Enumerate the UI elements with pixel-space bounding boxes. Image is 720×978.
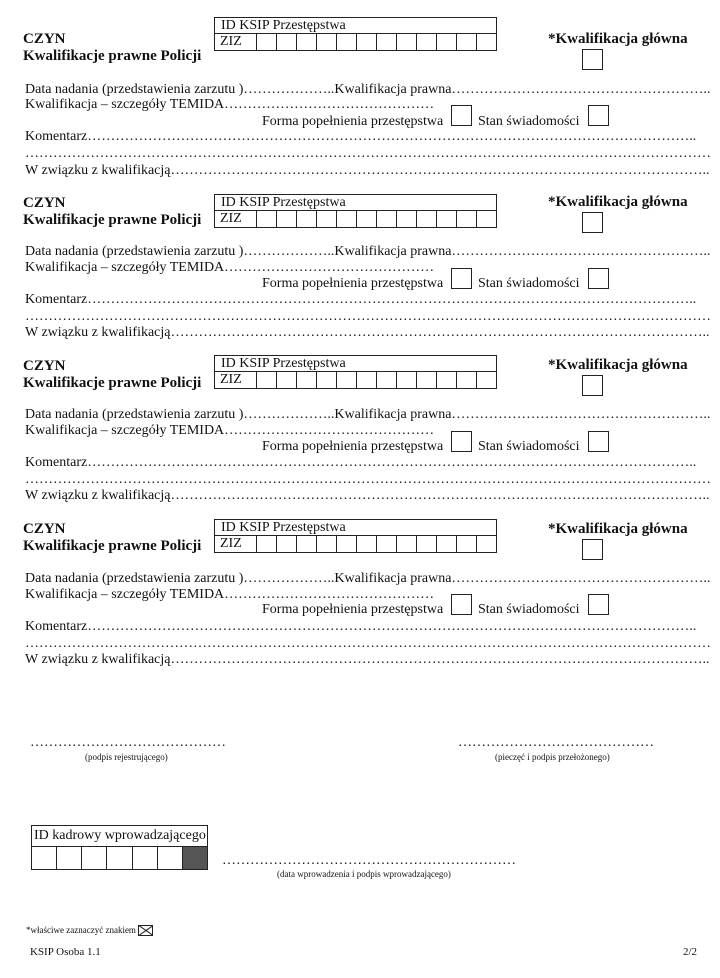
ksip-digit-cell[interactable] [257,34,277,50]
stan-checkbox[interactable] [588,268,609,289]
dots-line[interactable]: ………………………………………………………………………………………………………………………………… [25,146,711,161]
temida-line[interactable]: Kwalifikacja – szczegóły TEMIDA……………………………………… [25,587,435,602]
id-digit-cell[interactable] [158,847,183,869]
ksip-digit-cell[interactable] [317,372,337,388]
ksip-digit-cell[interactable] [417,372,437,388]
temida-line[interactable]: Kwalifikacja – szczegóły TEMIDA……………………………………… [25,423,435,438]
ksip-digit-cell[interactable] [377,34,397,50]
zwiazek-line[interactable]: W związku z kwalifikacją…………………………………………………………………………………………………….. [25,652,710,667]
forma-checkbox[interactable] [451,105,472,126]
ksip-digit-cell[interactable] [437,211,457,227]
ksip-label: ID KSIP Przestępstwa [215,195,496,211]
page-number: 2/2 [683,946,698,958]
ziz-row [215,372,496,388]
ziz-label: ZIZ [215,211,257,227]
ksip-digit-cell[interactable] [337,34,357,50]
ksip-digit-cell[interactable] [377,372,397,388]
forma-checkbox[interactable] [451,431,472,452]
ksip-digit-cell[interactable] [377,536,397,552]
ksip-digit-cell[interactable] [257,372,277,388]
ksip-digit-cell[interactable] [457,372,477,388]
id-kadrowy-box [31,825,208,870]
stan-checkbox[interactable] [588,431,609,452]
ksip-digit-cell[interactable] [457,211,477,227]
ksip-digit-cell[interactable] [417,211,437,227]
stan-checkbox[interactable] [588,105,609,126]
ksip-digit-cell[interactable] [357,372,377,388]
stan-label: Stan świadomości [478,439,580,454]
id-digit-cell[interactable] [32,847,57,869]
supervisor-signature-line[interactable]: …………………………………… [458,735,654,750]
ksip-digit-cell[interactable] [477,211,496,227]
id-kadrowy-cells [32,847,207,869]
id-digit-cell[interactable] [57,847,82,869]
ziz-label: ZIZ [215,536,257,552]
ziz-label: ZIZ [215,34,257,50]
ksip-digit-cell[interactable] [437,34,457,50]
dots-line[interactable]: ………………………………………………………………………………………………………………………………… [25,472,711,487]
kwalifikacja-glowna-label: *Kwalifikacja główna [548,521,688,537]
komentarz-line[interactable]: Komentarz………………………………………………………………………………………………………………….. [25,129,697,144]
data-nadania-line[interactable]: Data nadania (przedstawienia zarzutu )………………..Kwalifikacja prawna……………………………………………….. [25,571,711,586]
kwalifikacje-label: Kwalifikacje prawne Policji [23,538,202,554]
ksip-digit-cell[interactable] [317,536,337,552]
kwalifikacje-label: Kwalifikacje prawne Policji [23,212,202,228]
ksip-digit-cell[interactable] [337,372,357,388]
ziz-row [215,536,496,552]
ksip-label: ID KSIP Przestępstwa [215,356,496,372]
ksip-digit-cell[interactable] [437,372,457,388]
registrar-signature-line[interactable]: …………………………………… [30,735,226,750]
ksip-digit-cell[interactable] [397,211,417,227]
stan-label: Stan świadomości [478,276,580,291]
kwalifikacje-label: Kwalifikacje prawne Policji [23,375,202,391]
ksip-digit-cell[interactable] [357,211,377,227]
ksip-digit-cell[interactable] [477,372,496,388]
ziz-row [215,211,496,227]
ziz-row [215,34,496,50]
ksip-digit-cell[interactable] [297,536,317,552]
forma-label: Forma popełnienia przestępstwa [262,276,444,291]
ksip-digit-cell[interactable] [397,34,417,50]
ksip-digit-cell[interactable] [357,536,377,552]
czyn-heading: CZYN [23,358,66,374]
ksip-label: ID KSIP Przestępstwa [215,18,496,34]
forma-checkbox[interactable] [451,268,472,289]
dots-line[interactable]: ………………………………………………………………………………………………………………………………… [25,309,711,324]
zwiazek-line[interactable]: W związku z kwalifikacją…………………………………………………………………………………………………….. [25,163,710,178]
kwalifikacja-glowna-checkbox[interactable] [582,212,603,233]
ksip-digit-cell[interactable] [277,211,297,227]
ksip-digit-cell[interactable] [477,536,496,552]
footnote-text: *właściwe zaznaczyć znakiem [26,925,136,935]
temida-line[interactable]: Kwalifikacja – szczegóły TEMIDA……………………………………… [25,97,435,112]
ksip-id-box [214,355,497,389]
forma-label: Forma popełnienia przestępstwa [262,439,444,454]
id-digit-cell[interactable] [133,847,158,869]
ksip-digit-cell[interactable] [337,211,357,227]
ksip-digit-cell[interactable] [277,536,297,552]
ksip-digit-cell[interactable] [457,536,477,552]
ksip-id-box [214,519,497,553]
ksip-digit-cell[interactable] [317,211,337,227]
kwalifikacja-glowna-label: *Kwalifikacja główna [548,357,688,373]
czyn-heading: CZYN [23,521,66,537]
kwalifikacja-glowna-checkbox[interactable] [582,539,603,560]
ksip-digit-cell[interactable] [337,536,357,552]
stan-checkbox[interactable] [588,594,609,615]
ksip-digit-cell[interactable] [257,211,277,227]
zwiazek-line[interactable]: W związku z kwalifikacją…………………………………………………………………………………………………….. [25,325,710,340]
supervisor-signature-label: (pieczęć i podpis przełożonego) [495,752,610,762]
ksip-digit-cell[interactable] [277,372,297,388]
ksip-digit-cell[interactable] [417,34,437,50]
cross-mark-icon [138,925,153,936]
czyn-heading: CZYN [23,195,66,211]
ksip-label: ID KSIP Przestępstwa [215,520,496,536]
ksip-digit-cell[interactable] [417,536,437,552]
komentarz-line[interactable]: Komentarz………………………………………………………………………………………………………………….. [25,619,697,634]
data-nadania-line[interactable]: Data nadania (przedstawienia zarzutu )………………..Kwalifikacja prawna……………………………………………….. [25,82,711,97]
stan-label: Stan świadomości [478,114,580,129]
ksip-id-box [214,194,497,228]
temida-line[interactable]: Kwalifikacja – szczegóły TEMIDA……………………………………… [25,260,435,275]
zwiazek-line[interactable]: W związku z kwalifikacją…………………………………………………………………………………………………….. [25,488,710,503]
dots-line[interactable]: ………………………………………………………………………………………………………………………………… [25,636,711,651]
ksip-digit-cell[interactable] [277,34,297,50]
ksip-digit-cell[interactable] [297,34,317,50]
kwalifikacja-glowna-checkbox[interactable] [582,375,603,396]
czyn-heading: CZYN [23,31,66,47]
ksip-digit-cell[interactable] [357,34,377,50]
stan-label: Stan świadomości [478,602,580,617]
entry-date-signature-label: (data wprowadzenia i podpis wprowadzającego) [277,869,451,879]
forma-checkbox[interactable] [451,594,472,615]
data-nadania-line[interactable]: Data nadania (przedstawienia zarzutu )………………..Kwalifikacja prawna……………………………………………….. [25,407,711,422]
id-digit-cell[interactable] [82,847,107,869]
ksip-digit-cell[interactable] [297,372,317,388]
entry-date-signature-line[interactable]: ……………………………………………………… [222,853,516,868]
data-nadania-line[interactable]: Data nadania (przedstawienia zarzutu )………………..Kwalifikacja prawna……………………………………………….. [25,244,711,259]
kwalifikacja-glowna-label: *Kwalifikacja główna [548,31,688,47]
footnote [26,925,153,936]
kwalifikacje-label: Kwalifikacje prawne Policji [23,48,202,64]
ksip-digit-cell[interactable] [297,211,317,227]
kwalifikacja-glowna-checkbox[interactable] [582,49,603,70]
ksip-digit-cell[interactable] [437,536,457,552]
kwalifikacja-glowna-label: *Kwalifikacja główna [548,194,688,210]
ksip-id-box [214,17,497,51]
ksip-digit-cell[interactable] [477,34,496,50]
form-name: KSIP Osoba 1.1 [30,946,101,958]
ksip-digit-cell[interactable] [377,211,397,227]
id-kadrowy-label: ID kadrowy wprowadzającego [32,826,207,847]
komentarz-line[interactable]: Komentarz………………………………………………………………………………………………………………….. [25,455,697,470]
ksip-digit-cell[interactable] [397,536,417,552]
ksip-digit-cell[interactable] [317,34,337,50]
ksip-digit-cell[interactable] [397,372,417,388]
ziz-label: ZIZ [215,372,257,388]
ksip-digit-cell[interactable] [457,34,477,50]
ksip-digit-cell[interactable] [257,536,277,552]
forma-label: Forma popełnienia przestępstwa [262,602,444,617]
id-shaded-cell [183,847,207,869]
id-digit-cell[interactable] [107,847,132,869]
registrar-signature-label: (podpis rejestrującego) [85,752,168,762]
forma-label: Forma popełnienia przestępstwa [262,114,444,129]
komentarz-line[interactable]: Komentarz………………………………………………………………………………………………………………….. [25,292,697,307]
